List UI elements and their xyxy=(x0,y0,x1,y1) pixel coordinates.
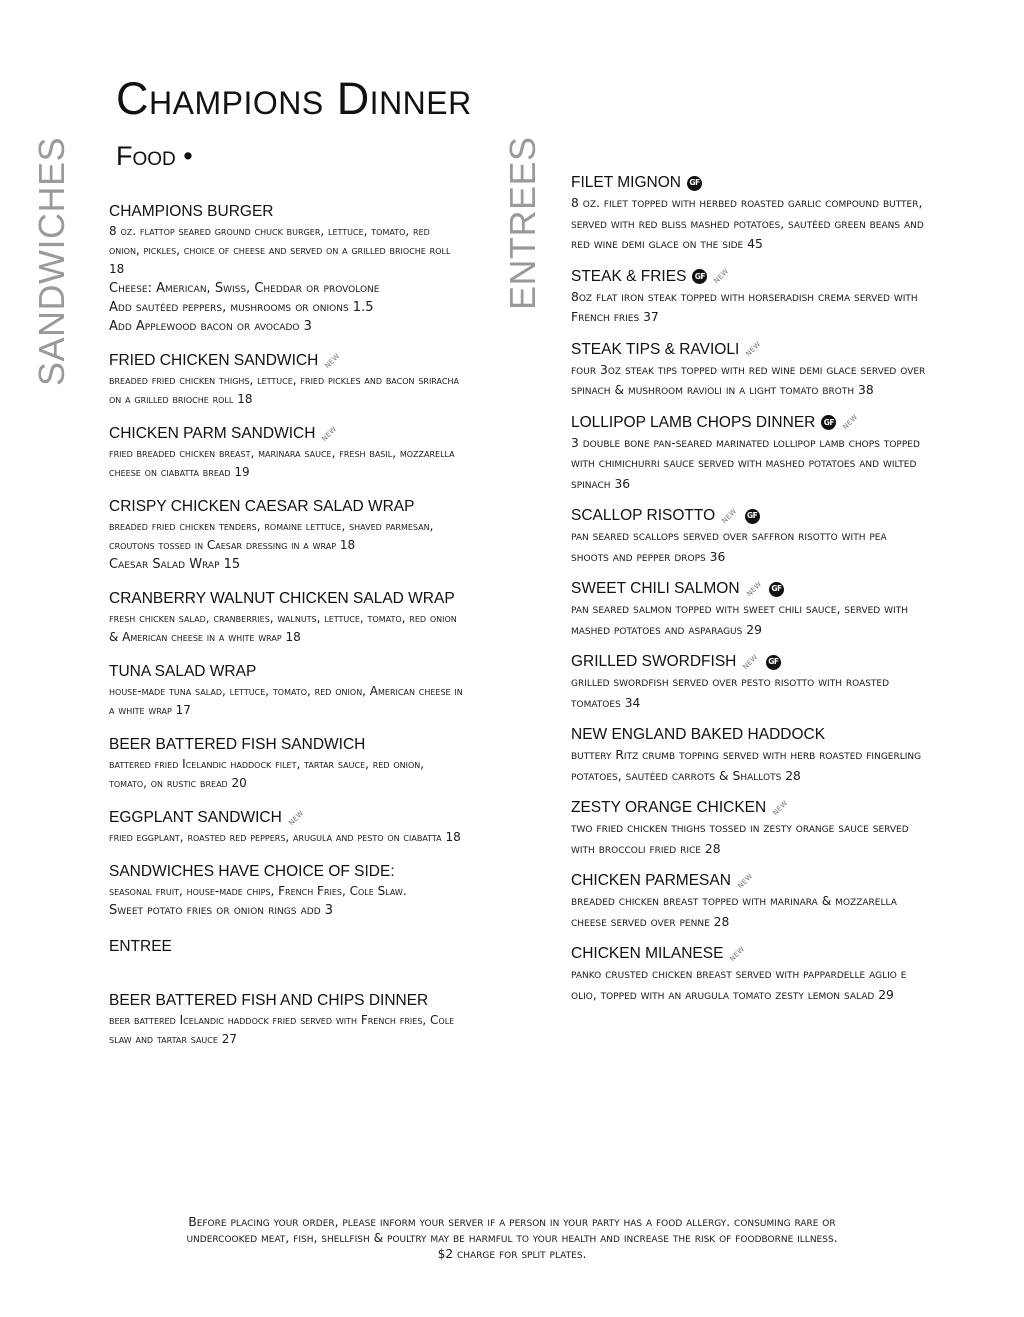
gluten-free-icon: GF xyxy=(687,176,702,191)
item-name: GRILLED SWORDFISH NEW GF xyxy=(571,652,926,672)
menu-item xyxy=(571,871,926,932)
gluten-free-icon: GF xyxy=(769,582,784,597)
item-description: breaded fried chicken tenders, romaine lettuce, shaved parmesan, croutons tossed in Caesar dressing in a wrap 18 xyxy=(109,519,434,552)
menu-title: Champions Dinner xyxy=(116,73,472,124)
item-name: STEAK TIPS & RAVIOLI NEW xyxy=(571,340,763,359)
disclaimer-line: $2 charge for split plates. xyxy=(437,1247,587,1261)
item-name: STEAK & FRIES GF NEW xyxy=(571,267,731,286)
new-icon: NEW xyxy=(728,944,747,963)
menu-item xyxy=(109,991,464,1049)
item-name: CHICKEN PARMESAN NEW xyxy=(571,871,755,890)
menu-item xyxy=(571,413,926,495)
item-name: CHICKEN MILANESE NEW xyxy=(571,944,747,963)
new-icon: NEW xyxy=(744,340,763,359)
item-description: house-made tuna salad, lettuce, tomato, red onion, American cheese in a white wrap 17 xyxy=(109,684,463,717)
item-description: fried eggplant, roasted red peppers, arugula and pesto on ciabatta 18 xyxy=(109,830,461,844)
item-name: CHAMPIONS BURGER xyxy=(109,203,274,220)
item-name: FILET MIGNON GF xyxy=(571,173,926,193)
item-name: BEER BATTERED FISH SANDWICH xyxy=(109,736,366,753)
item-name: SANDWICHES HAVE CHOICE OF SIDE: xyxy=(109,863,395,880)
menu-item xyxy=(109,497,464,574)
menu-item xyxy=(571,798,926,859)
menu-item xyxy=(571,579,926,640)
item-description: four 3oz steak tips topped with red wine demi glace served over spinach & mushroom ravioli in a light tomato broth 38 xyxy=(571,362,926,397)
item-description: panko crusted chicken breast served with pappardelle aglio e olio, topped with an arugula tomato zesty lemon salad 29 xyxy=(571,967,907,1002)
new-icon: NEW xyxy=(744,579,763,598)
menu-item xyxy=(109,862,464,920)
new-icon: NEW xyxy=(736,871,755,890)
new-icon: NEW xyxy=(771,798,790,817)
new-icon: NEW xyxy=(287,808,306,827)
new-icon: NEW xyxy=(741,652,760,671)
sandwiches-section-label: SANDWICHES xyxy=(31,136,72,386)
allergy-disclaimer xyxy=(40,1214,984,1262)
item-name: BEER BATTERED FISH AND CHIPS DINNER xyxy=(109,992,429,1009)
entrees-section-label: ENTREES xyxy=(502,136,543,310)
item-name: CRISPY CHICKEN CAESAR SALAD WRAP xyxy=(109,498,415,515)
item-description: beer battered Icelandic haddock fried served with French fries, Cole slaw and tartar sauce 27 xyxy=(109,1013,455,1046)
menu-item xyxy=(571,340,926,401)
item-description: two fried chicken thighs tossed in zesty orange sauce served with broccoli fried rice 28 xyxy=(571,821,909,856)
menu-item xyxy=(571,725,926,786)
new-icon: NEW xyxy=(320,424,339,443)
menu-item xyxy=(109,662,464,720)
item-description: 3 double bone pan-seared marinated lollipop lamb chops topped with chimichurri sauce served with mashed potatoes and wilted spinach 36 xyxy=(571,435,920,491)
item-extra: Sweet potato fries or onion rings add 3 xyxy=(109,903,334,918)
item-extra: Caesar Salad Wrap 15 xyxy=(109,557,241,572)
item-extra: Cheese: American, Swiss, Cheddar or provolone xyxy=(109,281,380,296)
new-icon: NEW xyxy=(712,267,731,286)
new-icon: NEW xyxy=(323,351,342,370)
item-name: FRIED CHICKEN SANDWICH NEW xyxy=(109,351,342,370)
item-name: ZESTY ORANGE CHICKEN NEW xyxy=(571,798,790,817)
item-description: 8 oz. filet topped with herbed roasted garlic compound butter, served with red bliss mashed potatoes, sautéed green beans and red wine demi glace on the side 45 xyxy=(571,196,924,251)
menu-item xyxy=(571,267,926,328)
item-name: CHICKEN PARM SANDWICH NEW xyxy=(109,424,339,443)
entrees-column xyxy=(571,173,926,1005)
item-description: fresh chicken salad, cranberries, walnuts, lettuce, tomato, red onion & American cheese in a white wrap 18 xyxy=(109,611,457,644)
item-name: LOLLIPOP LAMB CHOPS DINNER GF NEW xyxy=(571,413,860,432)
disclaimer-line: Before placing your order, please inform your server if a person in your party has a food allergy. consuming rare or xyxy=(188,1215,836,1229)
item-extra: Add Applewood bacon or avocado 3 xyxy=(109,319,312,334)
item-description: 8oz flat iron steak topped with horseradish crema served with French fries 37 xyxy=(571,289,918,324)
item-description: pan seared scallops served over saffron risotto with pea shoots and pepper drops 36 xyxy=(571,529,887,564)
menu-item xyxy=(571,944,926,1005)
menu-item xyxy=(109,735,464,793)
item-description: 8 oz. flattop seared ground chuck burger, lettuce, tomato, red onion, pickles, choice of cheese and served on a grilled brioche roll 18 xyxy=(109,224,451,276)
item-name: CRANBERRY WALNUT CHICKEN SALAD WRAP xyxy=(109,590,455,607)
gluten-free-icon: GF xyxy=(821,415,836,430)
gluten-free-icon: GF xyxy=(745,509,760,524)
menu-item xyxy=(109,351,464,409)
gluten-free-icon: GF xyxy=(766,655,781,670)
item-name: EGGPLANT SANDWICH NEW xyxy=(109,808,306,827)
menu-item xyxy=(109,202,464,336)
item-name: SCALLOP RISOTTO NEW GF xyxy=(571,506,926,526)
item-description: buttery Ritz crumb topping served with herb roasted fingerling potatoes, sautéed carrots & Shallots 28 xyxy=(571,748,922,783)
item-description: seasonal fruit, house-made chips, French Fries, Cole Slaw. xyxy=(109,884,407,898)
item-description: grilled swordfish served over pesto risotto with roasted tomatoes 34 xyxy=(571,675,890,710)
item-description: breaded fried chicken thighs, lettuce, fried pickles and bacon sriracha on a grilled brioche roll 18 xyxy=(109,373,459,406)
menu-item xyxy=(571,173,926,255)
new-icon: NEW xyxy=(841,413,860,432)
item-name: NEW ENGLAND BAKED HADDOCK xyxy=(571,726,826,743)
menu-item xyxy=(571,506,926,567)
item-extra: Add sautéed peppers, mushrooms or onions 1.5 xyxy=(109,300,374,315)
sandwiches-column xyxy=(109,202,464,1049)
menu-item xyxy=(571,652,926,713)
item-description: battered fried Icelandic haddock filet, tartar sauce, red onion, tomato, on rustic bread 20 xyxy=(109,757,425,790)
item-description: fried breaded chicken breast, marinara sauce, fresh basil, mozzarella cheese on ciabatta bread 19 xyxy=(109,446,455,479)
item-description: breaded chicken breast topped with marinara & mozzarella cheese served over penne 28 xyxy=(571,894,897,929)
entree-heading: ENTREE xyxy=(109,938,172,955)
gluten-free-icon: GF xyxy=(692,269,707,284)
disclaimer-line: undercooked meat, fish, shellfish & poultry may be harmful to your health and increase the risk of foodborne illness. xyxy=(186,1231,838,1245)
menu-item xyxy=(109,589,464,647)
item-name: SWEET CHILI SALMON NEW GF xyxy=(571,579,926,599)
item-description: pan seared salmon topped with sweet chili sauce, served with mashed potatoes and asparagus 29 xyxy=(571,602,908,637)
menu-subtitle: Food • xyxy=(116,141,193,171)
menu-item xyxy=(109,808,464,847)
menu-item xyxy=(109,424,464,482)
item-name: TUNA SALAD WRAP xyxy=(109,663,257,680)
new-icon: NEW xyxy=(720,506,739,525)
